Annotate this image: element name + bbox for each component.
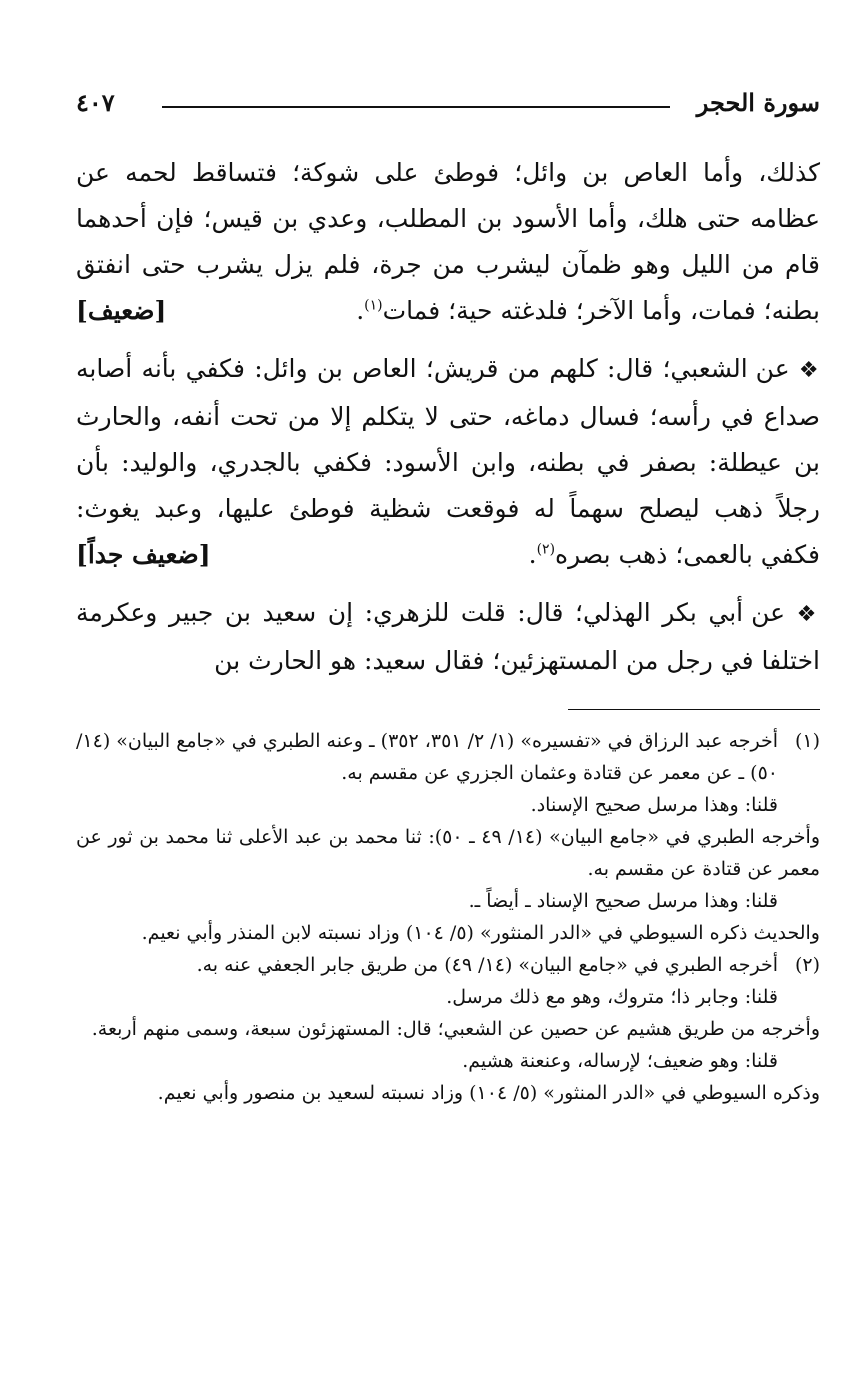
footnote-line: وذكره السيوطي في «الدر المنثور» (٥/ ١٠٤) وزاد نسبته لسعيد بن منصور وأبي نعيم.	[157, 1082, 820, 1104]
footnote-number: (٢)	[794, 954, 820, 976]
paragraph-end: .	[528, 540, 537, 569]
paragraph-2	[76, 346, 820, 578]
footnote-separator	[568, 709, 820, 710]
header-rule	[162, 106, 670, 108]
footnote-line: قلنا: وهو ضعيف؛ لإرساله، وعنعنة هشيم.	[462, 1050, 778, 1072]
footnote-line: والحديث ذكره السيوطي في «الدر المنثور» (٥/ ١٠٤) وزاد نسبته لابن المنذر وأبي نعيم.	[141, 922, 820, 944]
paragraph-text: عن أبي بكر الهذلي؛ قال: قلت للزهري: إن سعيد بن جبير وعكرمة اختلفا في رجل من المستهزئين؛ فقال سعيد: هو الحارث بن	[76, 598, 820, 675]
footnote-line: أخرجه عبد الرزاق في «تفسيره» (١/ ٢/ ٣٥١، ٣٥٢) ـ وعنه الطبري في «جامع البيان» (١٤/ ٥٠) ـ عن معمر عن قتادة وعثمان الجزري عن مقسم به.	[76, 730, 779, 784]
footnote-1	[76, 725, 820, 949]
paragraph-end: .	[356, 296, 365, 325]
surah-title: سورة الحجر	[696, 88, 820, 117]
bullet-icon: ❖	[798, 358, 820, 383]
paragraph-3	[76, 590, 820, 684]
bullet-icon: ❖	[796, 602, 821, 627]
paragraph-text: كذلك، وأما العاص بن وائل؛ فوطئ على شوكة؛ فتساقط لحمه عن عظامه حتى هلك، وأما الأسود بن المطلب، وعدي بن قيس؛ فإن أحدهما قام من الليل وهو ظمآن ليشرب من جرة، فلم يزل يشرب حتى انفتق بطنه؛ فمات، وأما الآخر؛ فلدغته حية؛ فمات	[76, 158, 820, 325]
footnote-line: وأخرجه من طريق هشيم عن حصين عن الشعبي؛ قال: المستهزئون سبعة، وسمى منهم أربعة.	[91, 1018, 820, 1040]
hadith-grade: [ضعيف]	[76, 296, 167, 325]
paragraph-text: عن الشعبي؛ قال: كلهم من قريش؛ العاص بن وائل: فكفي بأنه أصابه صداع في رأسه؛ فسال دماغه، حتى لا يتكلم إلا من تحت أنفه، والحارث بن عيطلة: بصفر في بطنه، وابن الأسود: فكفي بالجدري، والوليد: بأن رجلاً ذهب ليصلح سهماً له فوقعت شظية فوطئ عليها، وعبد يغوث: فكفي بالعمى؛ ذهب بصره	[76, 354, 820, 569]
footnote-ref: (٢)	[536, 541, 556, 558]
page-number: ٤٠٧	[76, 88, 115, 117]
footnote-ref: (١)	[364, 297, 383, 314]
paragraph-1	[76, 150, 820, 334]
footnotes	[76, 725, 820, 1109]
footnote-line: قلنا: وهذا مرسل صحيح الإسناد.	[530, 794, 778, 816]
hadith-grade: [ضعيف جداً]	[76, 540, 211, 569]
footnote-line: أخرجه الطبري في «جامع البيان» (١٤/ ٤٩) من طريق جابر الجعفي عنه به.	[196, 954, 778, 976]
main-text	[76, 150, 820, 696]
page-header	[76, 86, 820, 126]
footnote-number: (١)	[794, 730, 820, 752]
footnote-line: وأخرجه الطبري في «جامع البيان» (١٤/ ٤٩ ـ ٥٠): ثنا محمد بن عبد الأعلى ثنا محمد بن ثور عن معمر عن قتادة عن مقسم به.	[76, 826, 820, 880]
footnote-line: قلنا: وهذا مرسل صحيح الإسناد ـ أيضاً ـ.	[468, 890, 778, 912]
footnote-line: قلنا: وجابر ذا؛ متروك، وهو مع ذلك مرسل.	[446, 986, 778, 1008]
footnote-2	[76, 949, 820, 1109]
